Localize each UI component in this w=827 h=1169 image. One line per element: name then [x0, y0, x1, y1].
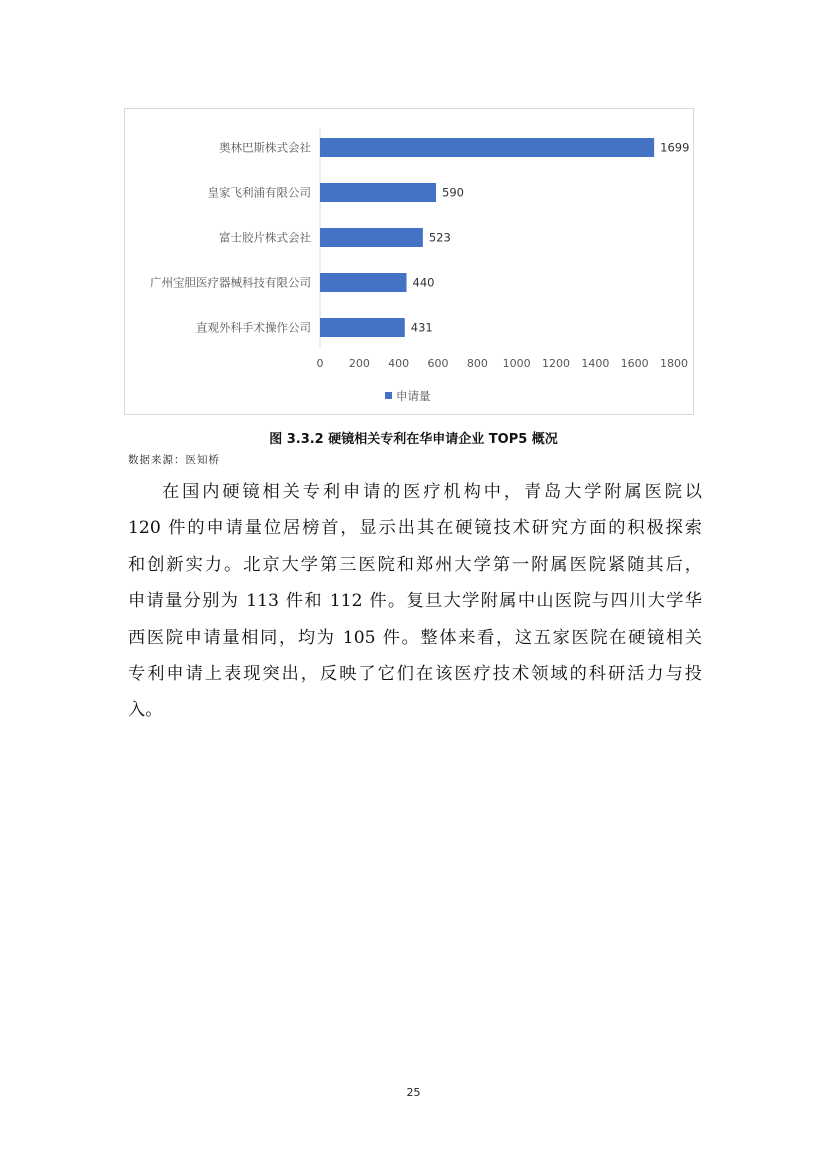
bar [320, 228, 423, 247]
paragraph-line: 在国内硬镜相关专利申请的医疗机构中，青岛大学附属医院以 [162, 482, 702, 502]
bar-chart [125, 109, 695, 416]
x-tick-label: 200 [348, 357, 370, 370]
legend-swatch [385, 392, 392, 399]
paragraph-line: 申请量分别为 113 件和 112 件。复旦大学附属中山医院与四川大学华 [128, 591, 702, 612]
paragraph-line: 西医院申请量相同，均为 105 件。整体来看，这五家医院在硬镜相关 [128, 627, 702, 648]
bar [320, 273, 407, 292]
data-label: 1699 [660, 140, 690, 155]
x-tick-label: 800 [466, 357, 488, 370]
paragraph-line: 入。 [128, 700, 163, 721]
x-tick-label: 1600 [620, 357, 649, 370]
paragraph-line: 和创新实力。北京大学第三医院和郑州大学第一附属医院紧随其后， [128, 554, 702, 575]
bar [320, 318, 405, 337]
category-label: 广州宝胆医疗器械科技有限公司 [150, 275, 311, 290]
figure-caption: 图 3.3.2 硬镜相关专利在华申请企业 TOP5 概况 [269, 432, 558, 447]
bar [320, 183, 436, 202]
category-label: 皇家飞利浦有限公司 [207, 185, 311, 200]
x-tick-label: 600 [427, 357, 449, 370]
page-number: 25 [406, 1086, 421, 1099]
body-paragraph [128, 474, 702, 729]
legend-label: 申请量 [396, 389, 431, 403]
category-label: 直观外科手术操作公司 [196, 320, 311, 335]
category-label: 奥林巴斯株式会社 [219, 140, 311, 155]
x-tick-label: 1200 [542, 357, 570, 370]
data-label: 523 [428, 230, 451, 245]
data-label: 431 [410, 320, 433, 335]
paragraph-line: 专利申请上表现突出，反映了它们在该医疗技术领域的科研活力与投 [128, 663, 702, 684]
data-source: 数据来源：医知桥 [128, 454, 220, 466]
x-tick-label: 0 [316, 357, 324, 370]
paragraph-line: 120 件的申请量位居榜首，显示出其在硬镜技术研究方面的积极探索 [128, 518, 702, 539]
x-tick-label: 400 [388, 357, 410, 370]
x-tick-label: 1000 [502, 357, 531, 370]
data-label: 590 [442, 185, 464, 200]
data-label: 440 [412, 275, 435, 290]
x-tick-label: 1800 [660, 357, 688, 370]
category-label: 富士胶片株式会社 [219, 230, 311, 245]
chart-frame [124, 108, 694, 415]
x-tick-label: 1400 [581, 357, 610, 370]
bar [320, 138, 654, 157]
